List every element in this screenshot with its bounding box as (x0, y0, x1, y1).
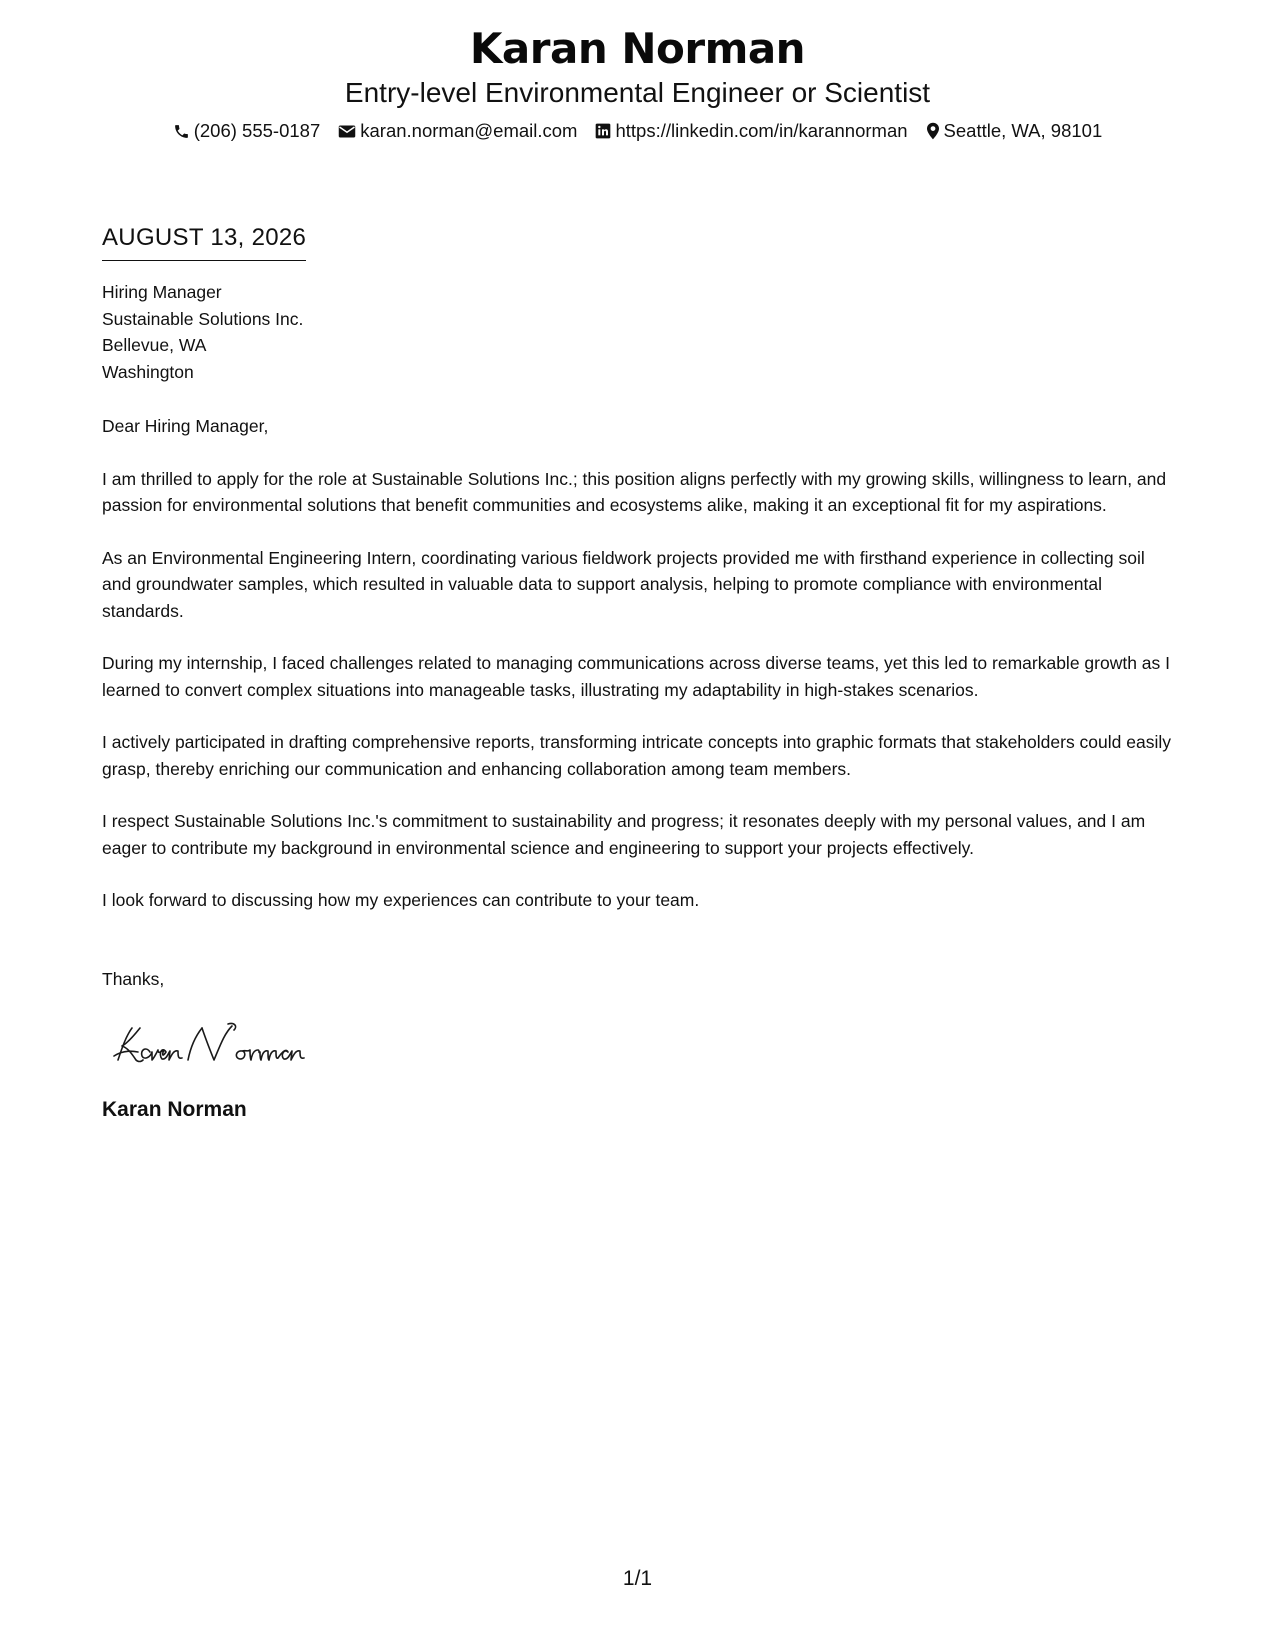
linkedin-icon (595, 123, 611, 139)
contact-email (338, 118, 577, 144)
letter-header (0, 22, 1275, 144)
body-paragraph: I respect Sustainable Solutions Inc.'s commitment to sustainability and progress; it resonates deeply with my personal values, and I am eager to contribute my background in environmental science and engineering to support your projects effectively. (102, 811, 1146, 858)
closing: Thanks, (102, 968, 165, 989)
body-paragraph: During my internship, I faced challenges related to managing communications across diverse teams, yet this led to remarkable growth as I learned to convert complex situations into manageable tasks, illustrating my adaptability in high-stakes scenarios. (102, 653, 1171, 700)
job-title: Entry-level Environmental Engineer or Scientist (344, 77, 931, 108)
recipient-block (102, 279, 1172, 385)
body-paragraph: I actively participated in drafting comprehensive reports, transforming intricate concepts into graphic formats that stakeholders could easily grasp, thereby enriching our communication and enhancing collaboration among team members. (102, 732, 1171, 779)
phone-text: (206) 555-0187 (193, 120, 321, 141)
contact-phone (173, 118, 321, 144)
signer-name: Karan Norman (102, 1097, 247, 1121)
recipient-line: Sustainable Solutions Inc. (102, 308, 304, 329)
email-link[interactable]: karan.norman@email.com (360, 120, 578, 141)
recipient-line: Washington (102, 361, 194, 382)
map-pin-icon (926, 122, 940, 140)
contact-location (926, 118, 1103, 144)
contact-linkedin (595, 118, 907, 144)
envelope-icon (338, 124, 356, 139)
body-paragraph: As an Environmental Engineering Intern, coordinating various fieldwork projects provided me with firsthand experience in collecting soil and groundwater samples, which resulted in valuable data to support analysis, helping to promote compliance with environmental standards. (102, 547, 1145, 621)
body-paragraph: I look forward to discussing how my experiences can contribute to your team. (102, 890, 700, 910)
body-paragraph: I am thrilled to apply for the role at Sustainable Solutions Inc.; this position aligns perfectly with my growing skills, willingness to learn, and passion for environmental solutions that benefit communities and ecosystems alike, making it an exceptional fit for my aspirations. (102, 468, 1167, 515)
handwritten-signature (110, 1016, 370, 1072)
contact-bar (0, 118, 1275, 144)
page-number: 1/1 (622, 1567, 653, 1590)
salutation: Dear Hiring Manager, (102, 416, 269, 436)
location-text: Seattle, WA, 98101 (943, 120, 1103, 141)
linkedin-link[interactable]: https://linkedin.com/in/karannorman (615, 120, 908, 141)
recipient-line: Bellevue, WA (102, 335, 207, 355)
letter-date: AUGUST 13, 2026 (102, 222, 306, 261)
recipient-line: Hiring Manager (102, 282, 222, 302)
applicant-name: Karan Norman (469, 24, 806, 73)
letter-body (102, 222, 1172, 1124)
phone-icon (173, 123, 190, 140)
